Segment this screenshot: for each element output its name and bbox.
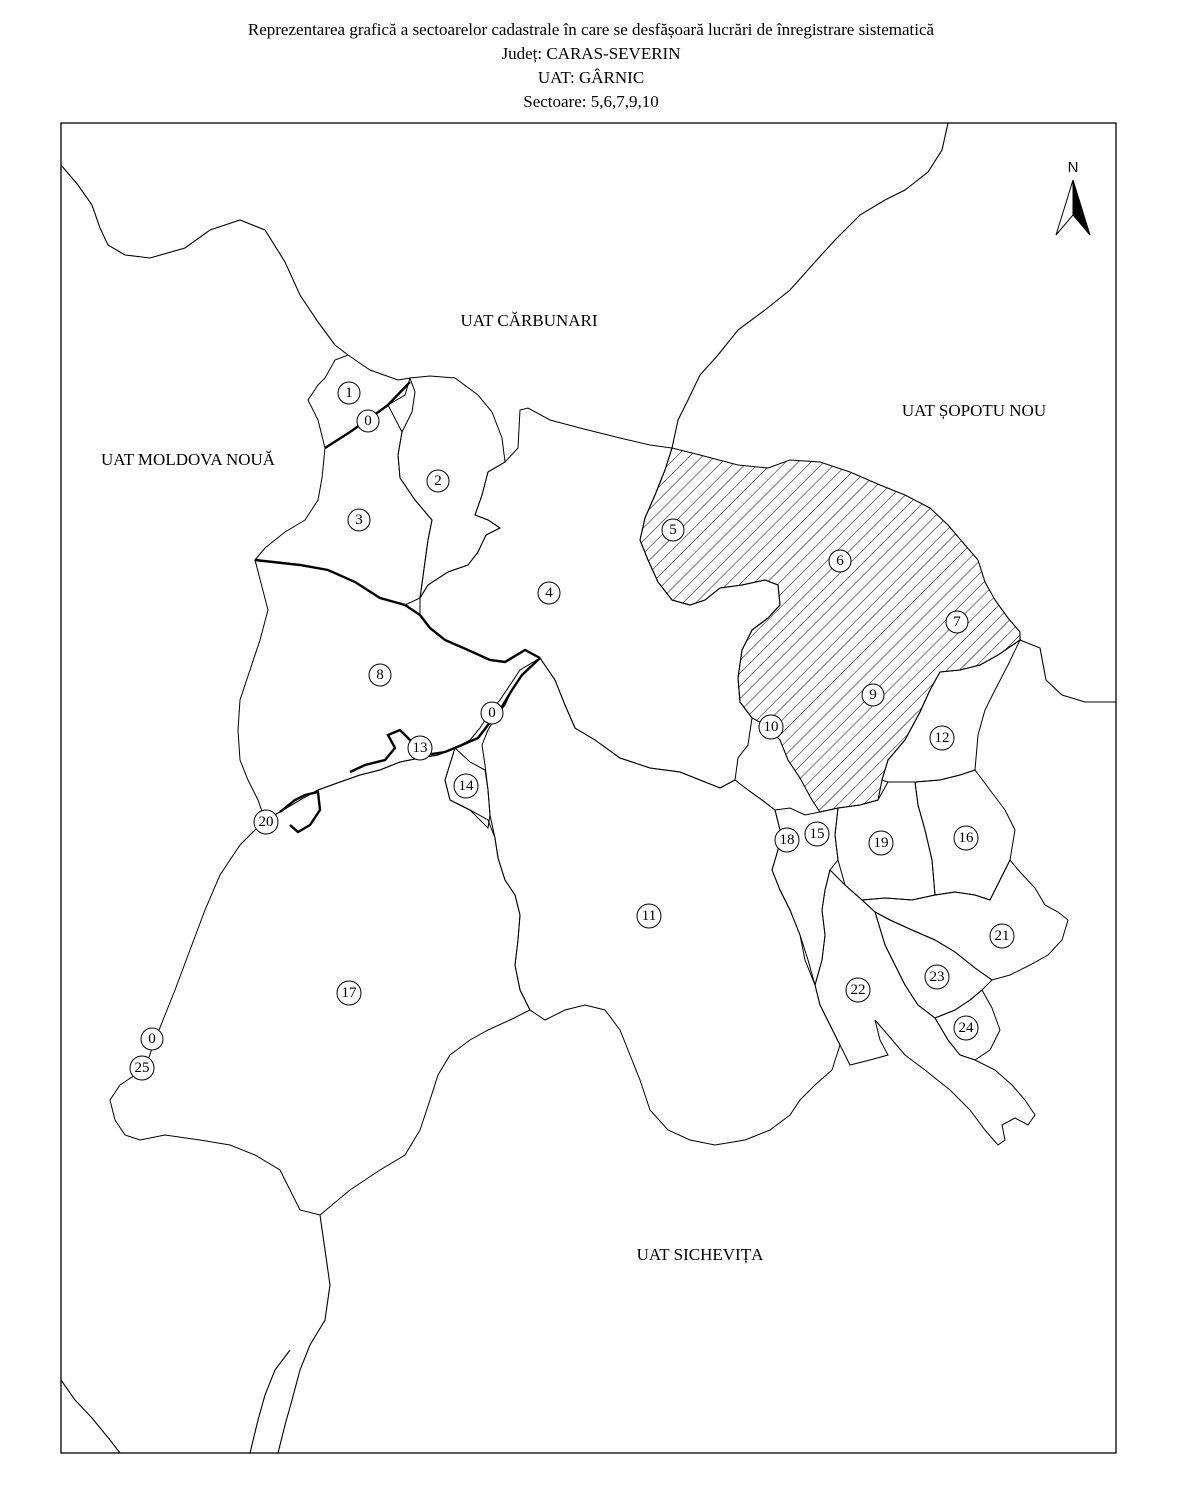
boundary-southwest [61,1380,120,1453]
svg-text:23: 23 [929,969,945,985]
svg-text:7: 7 [953,614,961,630]
boundary-carbunari-moldova [61,165,348,355]
svg-text:25: 25 [134,1060,150,1076]
sector-label-6 [829,550,851,572]
svg-text:5: 5 [669,522,677,538]
svg-text:19: 19 [873,835,889,851]
svg-text:21: 21 [994,928,1010,944]
road-north [255,560,540,662]
sector-2-area [398,376,505,598]
svg-text:16: 16 [958,830,974,846]
svg-text:8: 8 [376,667,384,683]
sector-label-5 [662,519,684,541]
sector-label-10 [759,715,783,739]
sector-label-3 [348,509,370,531]
title-line-uat: UAT: GÂRNIC [537,68,645,87]
sector-label-23 [925,965,949,989]
sector-label-21 [990,924,1014,948]
svg-text:0: 0 [148,1031,156,1047]
sector-label-8 [369,664,391,686]
sector-label-9 [862,684,884,706]
sector-label-13 [408,736,432,760]
sector-label-11 [637,904,661,928]
river-20 [280,792,320,832]
sector-label-25 [130,1056,154,1080]
uat-label-sichevita: UAT SICHEVIȚA [636,1245,764,1264]
svg-text:1: 1 [345,385,353,401]
svg-text:15: 15 [809,826,825,842]
svg-text:18: 18 [779,832,795,848]
svg-text:0: 0 [364,413,372,429]
svg-text:20: 20 [258,814,274,830]
svg-text:14: 14 [458,778,474,794]
svg-text:3: 3 [355,512,363,528]
sector-label-18 [775,828,799,852]
sector-22-area [815,870,1035,1145]
boundary-carbunari-sopotu [672,123,948,448]
sector-17-area [110,748,530,1215]
sector-label-1 [338,382,360,404]
sector-label-12 [930,726,954,750]
title-line-sectors: Sectoare: 5,6,7,9,10 [523,92,659,111]
boundary-sopotu-east [1020,640,1116,702]
sector-18-15-area [748,790,838,985]
title-line-1: Reprezentarea grafică a sectoarelor cadastrale în care se desfășoară lucrări de înregistrare sistematică [247,20,935,39]
sector-label-24 [954,1016,978,1040]
sector-1-area [308,355,410,448]
svg-text:4: 4 [545,585,553,601]
sector-8-area [238,560,540,820]
svg-text:12: 12 [934,730,950,746]
boundary-moldova-sichevita [278,1215,330,1453]
svg-text:11: 11 [641,908,657,924]
sector-label-0-b [481,702,503,724]
sector-label-20 [254,810,278,834]
sector-label-0-c [141,1028,163,1050]
svg-text:6: 6 [836,553,844,569]
svg-text:17: 17 [341,985,357,1001]
svg-text:24: 24 [958,1020,974,1036]
sector-label-2 [427,470,449,492]
sector-label-14 [454,774,478,798]
svg-text:13: 13 [412,740,428,756]
sector-label-22 [846,978,870,1002]
uat-label-moldova-noua: UAT MOLDOVA NOUĂ [100,450,276,469]
sector-label-16 [954,826,978,850]
svg-text:2: 2 [434,473,442,489]
sector-label-7 [946,611,968,633]
sector-21-area [862,860,1068,980]
uat-label-carbunari: UAT CĂRBUNARI [460,311,598,330]
north-arrow-label: N [1067,159,1079,176]
north-arrow-icon [1056,159,1090,235]
title-line-county: Județ: CARAS-SEVERIN [501,44,681,63]
sector-label-17 [337,981,361,1005]
uat-label-sopotu-nou: UAT ȘOPOTU NOU [901,401,1047,420]
svg-text:0: 0 [488,705,496,721]
sector-label-0-a [357,410,379,432]
boundary-south-notch [250,1350,290,1453]
svg-text:9: 9 [869,687,877,703]
svg-text:22: 22 [850,982,866,998]
svg-text:10: 10 [763,719,779,735]
sector-label-4 [538,582,560,604]
sector-label-15 [805,822,829,846]
sector-label-19 [869,831,893,855]
